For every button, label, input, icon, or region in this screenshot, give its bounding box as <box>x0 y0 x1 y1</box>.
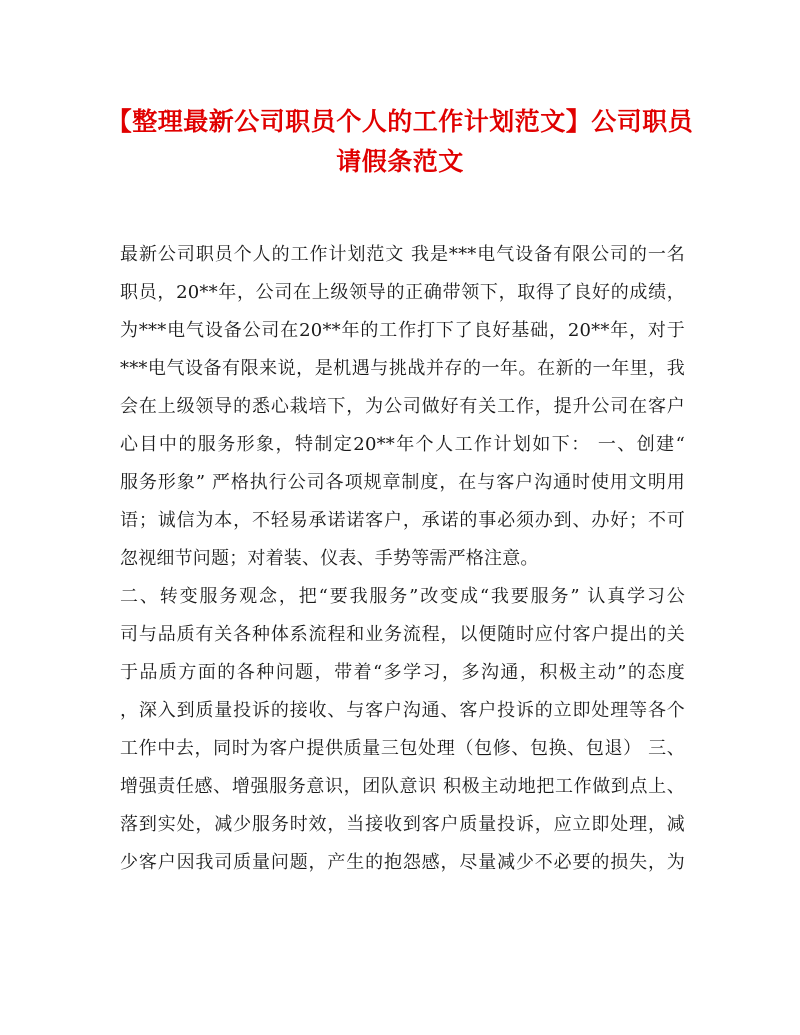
body-line-1: 最新公司职员个人的工作计划范文 我是***电气设备有限公司的一名 <box>120 244 685 265</box>
body-line-3: 为***电气设备公司在20**年的工作打下了良好基础，20**年，对于 <box>120 320 685 341</box>
document-body <box>120 236 685 882</box>
body-line-12: 于品质方面的各种问题，带着“多学习，多沟通，积极主动”的态度 <box>120 662 685 683</box>
document-title-line-2: 请假条范文 <box>336 147 464 176</box>
body-line-10: 二、转变服务观念，把“要我服务”改变成“我要服务” 认真学习公 <box>120 586 685 607</box>
body-line-16: 落到实处，减少服务时效，当接收到客户质量投诉，应立即处理，减 <box>120 814 685 835</box>
body-line-9: 忽视细节问题；对着装、仪表、手势等需严格注意。 <box>120 548 539 569</box>
body-line-15: 增强责任感、增强服务意识，团队意识 积极主动地把工作做到点上、 <box>120 776 685 797</box>
document-title-line-1: 【整理最新公司职员个人的工作计划范文】公司职员 <box>106 107 694 136</box>
body-line-2: 职员，20**年，公司在上级领导的正确带领下，取得了良好的成绩， <box>120 282 685 303</box>
body-line-7: 服务形象” 严格执行公司各项规章制度，在与客户沟通时使用文明用 <box>120 472 685 493</box>
body-line-5: 会在上级领导的悉心栽培下，为公司做好有关工作，提升公司在客户 <box>120 396 685 417</box>
body-line-17: 少客户因我司质量问题，产生的抱怨感，尽量减少不必要的损失，为 <box>120 852 685 873</box>
body-line-6: 心目中的服务形象，特制定20**年个人工作计划如下： 一、创建“ <box>120 434 685 455</box>
body-line-13: ，深入到质量投诉的接收、与客户沟通、客户投诉的立即处理等各个 <box>120 700 685 721</box>
body-line-14: 工作中去，同时为客户提供质量三包处理（包修、包换、包退） 三、 <box>120 738 685 759</box>
body-line-11: 司与品质有关各种体系流程和业务流程，以便随时应付客户提出的关 <box>120 624 685 645</box>
body-line-8: 语；诚信为本，不轻易承诺诺客户，承诺的事必须办到、办好；不可 <box>120 510 685 531</box>
body-line-4: ***电气设备有限来说，是机遇与挑战并存的一年。在新的一年里，我 <box>120 358 685 379</box>
